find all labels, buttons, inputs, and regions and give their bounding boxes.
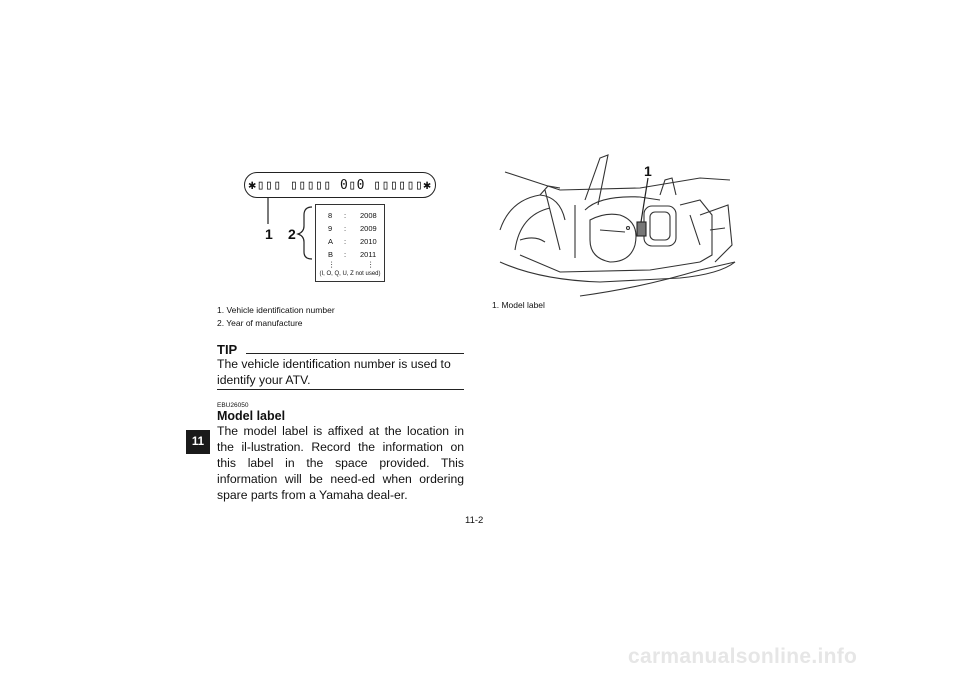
year-value: 2010 bbox=[360, 237, 377, 246]
year-colon: : bbox=[344, 237, 347, 246]
callout-2: 2 bbox=[288, 226, 296, 242]
year-row bbox=[316, 211, 384, 223]
year-value: 2011 bbox=[360, 250, 377, 259]
caption-model-label: 1. Model label bbox=[492, 300, 545, 310]
year-code: 9 bbox=[328, 224, 333, 233]
caption-vin: 1. Vehicle identification number bbox=[217, 305, 335, 315]
year-row bbox=[316, 237, 384, 249]
tip-heading: TIP bbox=[217, 342, 238, 357]
callout-model-label: 1 bbox=[644, 163, 652, 179]
year-value: 2009 bbox=[360, 224, 377, 233]
callout-1: 1 bbox=[265, 226, 273, 242]
tip-text: The vehicle identification number is used to identify your ATV. bbox=[217, 357, 451, 387]
year-code: 8 bbox=[328, 211, 333, 220]
year-colon: : bbox=[344, 250, 347, 259]
page-number: 11-2 bbox=[465, 515, 484, 526]
tip-rule-bottom bbox=[217, 389, 464, 390]
chapter-tab: 11 bbox=[186, 430, 210, 454]
atv-illustration bbox=[500, 155, 735, 296]
year-code: B bbox=[328, 250, 334, 259]
year-colon: : bbox=[344, 211, 347, 220]
year-value: 2008 bbox=[360, 211, 377, 220]
vin-text: ✱▯▯▯ ▯▯▯▯▯ 0▯0 ▯▯▯▯▯▯✱ bbox=[248, 177, 432, 193]
ellipsis-code: ⋮ bbox=[328, 260, 336, 269]
section-body: The model label is affixed at the location in the il-lustration. Record the information on this label in the space provided. This information will be need-ed when ordering spare parts from a Yamaha deal-er. bbox=[217, 424, 464, 502]
watermark: carmanualsonline.info bbox=[628, 645, 858, 668]
section-code: EBU26050 bbox=[217, 402, 249, 409]
ellipsis-year: ⋮ bbox=[367, 260, 375, 269]
year-row bbox=[316, 224, 384, 236]
tip-rule-top bbox=[246, 353, 464, 354]
unused-letters-note: (I, O, Q, U, Z not used) bbox=[319, 271, 381, 277]
year-code-table bbox=[315, 204, 385, 282]
year-code: A bbox=[328, 237, 334, 246]
year-colon: : bbox=[344, 224, 347, 233]
caption-year: 2. Year of manufacture bbox=[217, 318, 303, 328]
section-title: Model label bbox=[217, 409, 286, 423]
